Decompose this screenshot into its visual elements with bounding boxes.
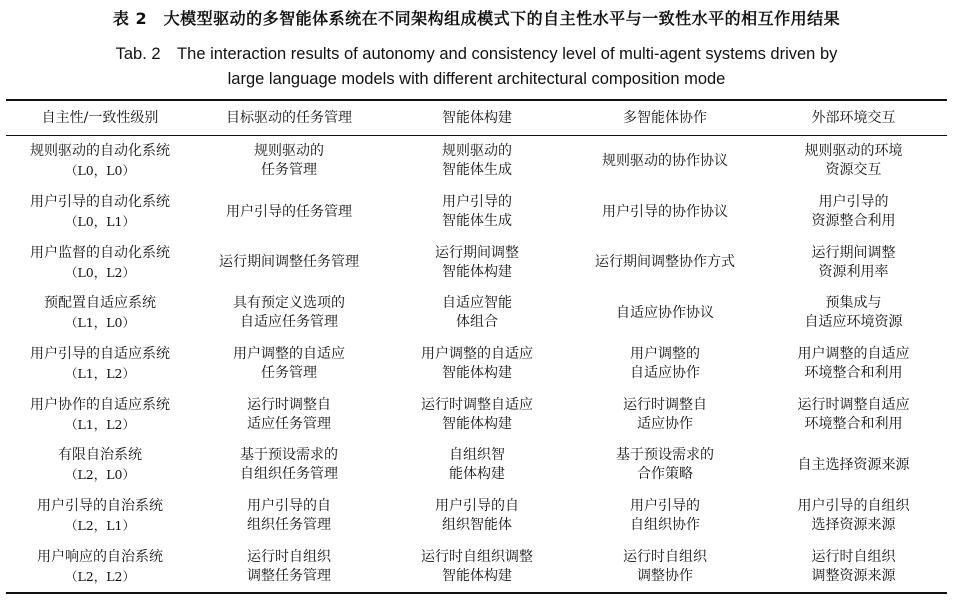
table-cell: 用户引导的 自组织协作 [630,498,700,534]
column-header: 目标驱动的任务管理 [194,100,384,136]
column-header: 多智能体协作 [570,100,760,136]
table-cell: 自适应协作协议 [616,304,714,321]
table-cell: 运行时自组织 调整任务管理 [247,548,331,584]
table-cell: 用户调整的自适应 任务管理 [233,346,345,382]
table-cell: 预集成与 自适应环境资源 [804,295,903,331]
table-cell: 自主选择资源来源 [797,456,910,473]
system-name: 有限自治系统 [58,447,142,464]
table-cell: 自适应智能 体组合 [442,295,512,331]
table-row [6,542,947,594]
system-name: 用户监督的自动化系统 [30,244,170,261]
table-cell: 用户引导的 资源整合利用 [811,194,896,230]
system-level-cell [6,136,194,187]
table-row [6,440,947,491]
level-pair: （L1，L2） [64,366,135,382]
table-row [6,237,947,288]
table-cell: 用户调整的 自适应协作 [630,346,700,382]
table-cell: 运行期间调整 资源利用率 [811,244,896,280]
table-cell: 规则驱动的协作协议 [602,152,728,169]
table-cell: 运行期间调整协作方式 [595,254,735,271]
table-cell: 用户调整的自适应 环境整合和利用 [797,346,910,382]
table-cell: 用户引导的自 组织智能体 [435,498,519,534]
system-level-cell [6,491,194,542]
table-cell: 用户引导的 智能体生成 [442,194,512,230]
table-cell: 运行时调整自 适应协作 [623,396,707,432]
table-body [6,136,947,594]
table-caption-english-line-1: Tab. 2 The interaction results of autonomy and consistency level of multi-agent systems driven by [115,45,838,63]
interaction-results-table [6,99,947,594]
table-cell: 用户引导的任务管理 [226,203,352,220]
system-level-cell [6,339,194,390]
table-cell: 用户调整的自适应 智能体构建 [421,346,533,382]
system-name: 预配置自适应系统 [44,295,156,312]
table-cell: 运行时自组织 调整协作 [623,548,707,584]
level-pair: （L2，L2） [64,568,135,584]
system-name: 用户引导的自动化系统 [30,194,170,211]
table-cell: 用户引导的协作协议 [602,203,728,220]
level-pair: （L0，L2） [64,264,135,280]
table-cell: 运行时调整自 适应任务管理 [247,396,331,432]
column-header: 外部环境交互 [760,100,947,136]
system-level-cell [6,440,194,491]
table-row [6,389,947,440]
table-caption-chinese: 表 2 大模型驱动的多智能体系统在不同架构组成模式下的自主性水平与一致性水平的相互作用结果 [112,9,841,28]
table-row [6,288,947,339]
system-name: 用户协作的自适应系统 [30,396,170,413]
level-pair: （L1，L0） [64,315,135,331]
system-level-cell [6,187,194,238]
system-name: 用户响应的自治系统 [37,548,163,565]
level-pair: （L0，L0） [64,163,135,179]
column-header: 自主性/一致性级别 [6,100,194,136]
level-pair: （L0，L1） [64,214,135,230]
level-pair: （L1，L2） [64,416,135,432]
table-row [6,187,947,238]
table-cell: 规则驱动的 任务管理 [254,143,324,179]
table-cell: 基于预设需求的 自组织任务管理 [240,447,338,483]
system-name: 用户引导的自适应系统 [30,346,170,363]
table-row [6,136,947,187]
table-cell: 运行时自组织 调整资源来源 [811,548,896,584]
table-caption-english-line-2: large language models with different architectural composition mode [227,70,726,88]
table-cell: 自组织智 能体构建 [449,447,505,483]
system-level-cell [6,237,194,288]
system-name: 规则驱动的自动化系统 [30,143,170,160]
table-cell: 运行期间调整任务管理 [219,254,359,271]
table-header-row [6,100,947,136]
table-cell: 用户引导的自 组织任务管理 [247,498,331,534]
table-cell: 规则驱动的 智能体生成 [442,143,512,179]
column-header: 智能体构建 [384,100,570,136]
system-level-cell [6,542,194,594]
table-cell: 用户引导的自组织 选择资源来源 [797,498,910,534]
table-cell: 运行期间调整 智能体构建 [435,244,519,280]
level-pair: （L2，L0） [64,467,135,483]
table-cell: 具有预定义选项的 自适应任务管理 [233,295,345,331]
table-cell: 基于预设需求的 合作策略 [616,447,714,483]
table-row [6,491,947,542]
table-cell: 运行时自组织调整 智能体构建 [421,548,533,584]
table-cell: 运行时调整自适应 智能体构建 [421,396,533,432]
table-cell: 运行时调整自适应 环境整合和利用 [797,396,910,432]
table-cell: 规则驱动的环境 资源交互 [804,143,903,179]
system-level-cell [6,389,194,440]
table-row [6,339,947,390]
system-level-cell [6,288,194,339]
level-pair: （L2，L1） [64,518,135,534]
system-name: 用户引导的自治系统 [37,498,163,515]
